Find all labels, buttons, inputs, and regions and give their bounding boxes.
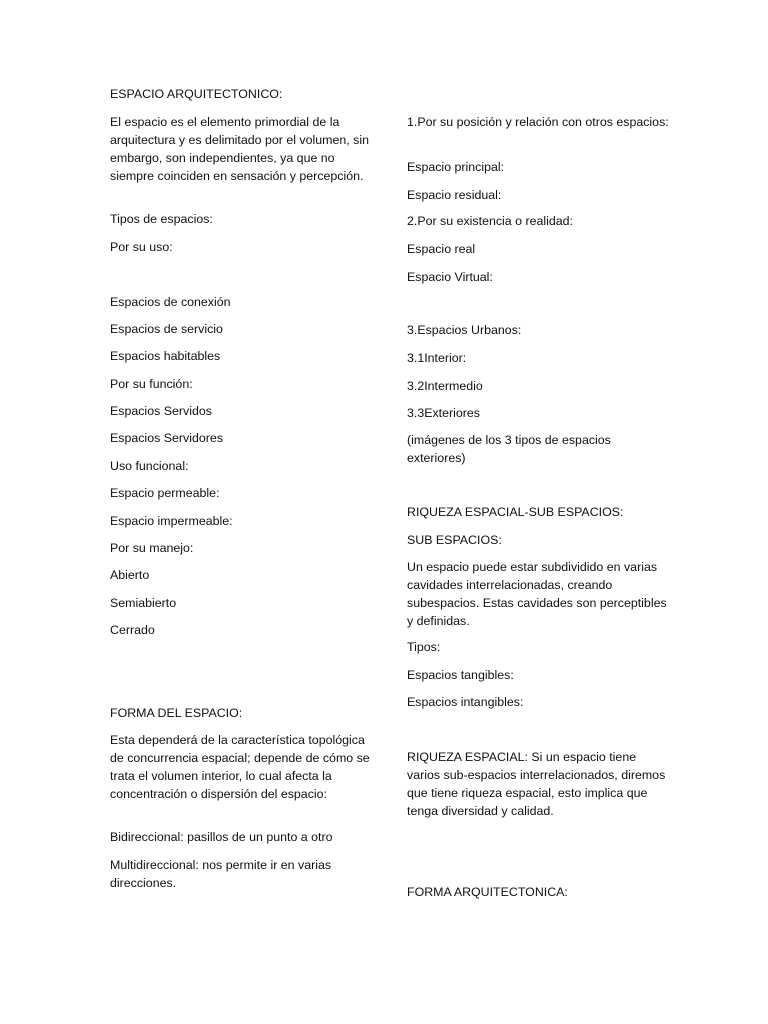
list-item: Abierto bbox=[110, 568, 150, 582]
text-por-su-manejo: Por su manejo: bbox=[110, 541, 194, 555]
heading-espacio-arquitectonico: ESPACIO ARQUITECTONICO: bbox=[110, 87, 283, 101]
text-por-su-existencia: 2.Por su existencia o realidad: bbox=[407, 214, 573, 228]
heading-forma-del-espacio: FORMA DEL ESPACIO: bbox=[110, 706, 243, 720]
list-item: Espacios habitables bbox=[110, 349, 221, 363]
text-imagenes-note: (imágenes de los 3 tipos de espacios exteriores) bbox=[407, 433, 611, 465]
heading-sub-espacios: SUB ESPACIOS: bbox=[407, 533, 502, 547]
list-item: Espacios Servidores bbox=[110, 431, 223, 445]
paragraph-espacio-definition: El espacio es el elemento primordial de la arquitectura y es delimitado por el volumen, sin embargo, son independientes, ya que no siempre coinciden en sensación y percepción. bbox=[110, 115, 369, 183]
list-item: Espacio principal: bbox=[407, 160, 505, 174]
list-item: Multidireccional: nos permite ir en varias direcciones. bbox=[110, 858, 332, 890]
list-item: Espacio permeable: bbox=[110, 486, 220, 500]
heading-forma-arquitectonica: FORMA ARQUITECTONICA: bbox=[407, 885, 568, 899]
text-por-su-funcion: Por su función: bbox=[110, 377, 193, 391]
list-item: 3.1Interior: bbox=[407, 351, 467, 365]
list-item: 3.3Exteriores bbox=[407, 406, 481, 420]
list-item: Espacio impermeable: bbox=[110, 514, 233, 528]
text-uso-funcional: Uso funcional: bbox=[110, 459, 189, 473]
heading-riqueza-sub-espacios: RIQUEZA ESPACIAL-SUB ESPACIOS: bbox=[407, 505, 624, 519]
list-item: Espacio real bbox=[407, 242, 476, 256]
text-tipos-de-espacios: Tipos de espacios: bbox=[110, 212, 213, 226]
list-item: Bidireccional: pasillos de un punto a otro bbox=[110, 830, 333, 844]
paragraph-sub-espacios: Un espacio puede estar subdividido en varias cavidades interrelacionadas, creando subespacios. Estas cavidades son perceptibles y definidas. bbox=[407, 560, 667, 628]
list-item: Espacios de conexión bbox=[110, 295, 231, 309]
list-item: Cerrado bbox=[110, 623, 155, 637]
list-item: Espacios tangibles: bbox=[407, 668, 514, 682]
text-tipos: Tipos: bbox=[407, 640, 441, 654]
text-espacios-urbanos: 3.Espacios Urbanos: bbox=[407, 323, 522, 337]
text-por-su-posicion: 1.Por su posición y relación con otros espacios: bbox=[407, 115, 669, 129]
list-item: Espacio Virtual: bbox=[407, 270, 493, 284]
list-item: Espacios de servicio bbox=[110, 322, 223, 336]
list-item: Espacio residual: bbox=[407, 188, 502, 202]
list-item: Semiabierto bbox=[110, 596, 177, 610]
paragraph-riqueza-espacial: RIQUEZA ESPACIAL: Si un espacio tiene varios sub-espacios interrelacionados, diremos que tiene riqueza espacial, esto implica que tenga diversidad y calidad. bbox=[407, 750, 666, 818]
text-por-su-uso: Por su uso: bbox=[110, 240, 173, 254]
list-item: Espacios Servidos bbox=[110, 404, 212, 418]
list-item: Espacios intangibles: bbox=[407, 695, 524, 709]
list-item: 3.2Intermedio bbox=[407, 379, 483, 393]
paragraph-forma-del-espacio: Esta dependerá de la característica topológica de concurrencia espacial; depende de cómo se trata el volumen interior, lo cual afecta la concentración o dispersión del espacio: bbox=[110, 733, 370, 801]
